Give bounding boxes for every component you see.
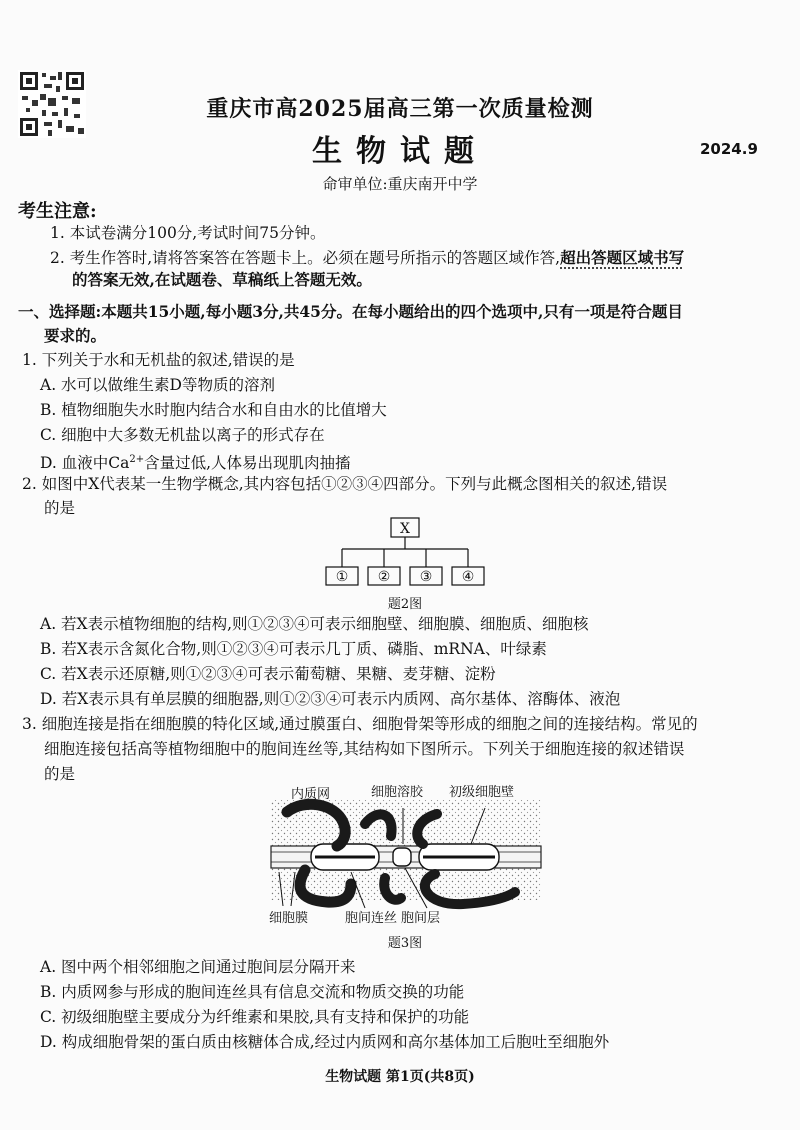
- q1-option-d-superscript: 2+: [129, 454, 145, 465]
- label-cell-membrane: 细胞膜: [269, 911, 309, 926]
- label-plasmodesma: 胞间连丝: [345, 911, 398, 926]
- q2-option-a: A. 若X表示植物细胞的结构,则①②③④可表示细胞壁、细胞膜、细胞质、细胞核: [40, 615, 589, 633]
- label-middle-lamella: 胞间层: [401, 911, 441, 926]
- q1-option-d-text-2: 含量过低,人体易出现肌肉抽搐: [144, 454, 351, 473]
- q1-option-c: C. 细胞中大多数无机盐以离子的形式存在: [40, 426, 325, 444]
- diagram-child-1: ①: [335, 569, 349, 585]
- q2-stem: 2. 如图中X代表某一生物学概念,其内容包括①②③④四部分。下列与此概念图相关的叙述,错误: [22, 475, 668, 493]
- setter-unit: 命审单位:重庆南开中学: [322, 175, 478, 193]
- notice-item-2: [50, 246, 684, 270]
- q2-caption: 题2图: [387, 597, 423, 612]
- q3-option-a: A. 图中两个相邻细胞之间通过胞间层分隔开来: [40, 958, 356, 976]
- q2-option-c: C. 若X表示还原糖,则①②③④可表示葡萄糖、果糖、麦芽糖、淀粉: [40, 665, 496, 683]
- diagram-child-2: ②: [377, 569, 391, 585]
- notice-item-2-text: 2. 考生作答时,请将答案答在答题卡上。必须在题号所指示的答题区域作答,: [50, 249, 561, 267]
- q1-option-d-text: D. 血液中Ca: [40, 454, 130, 473]
- diagram-child-4: ④: [461, 569, 475, 585]
- q2-option-d: D. 若X表示具有单层膜的细胞器,则①②③④可表示内质网、高尔基体、溶酶体、液泡: [40, 690, 621, 708]
- subject-title: 生物试题: [312, 134, 488, 169]
- q1-option-b: B. 植物细胞失水时胞内结合水和自由水的比值增大: [40, 401, 387, 419]
- q3-plasmodesma-figure: [265, 778, 555, 930]
- q3-option-c: C. 初级细胞壁主要成分为纤维素和果胶,具有支持和保护的功能: [40, 1008, 470, 1026]
- diagram-root-label: X: [400, 521, 410, 537]
- q2-option-b: B. 若X表示含氮化合物,则①②③④可表示几丁质、磷脂、mRNA、叶绿素: [40, 640, 547, 658]
- notice-item-2-cont: 的答案无效,在试题卷、草稿纸上答题无效。: [72, 270, 372, 289]
- q1-stem: 1. 下列关于水和无机盐的叙述,错误的是: [22, 351, 295, 369]
- q3-caption: 题3图: [387, 936, 423, 951]
- label-er: 内质网: [291, 787, 331, 802]
- q3-stem-cont-1: 细胞连接包括高等植物细胞中的胞间连丝等,其结构如下图所示。下列关于细胞连接的叙述错误: [44, 740, 685, 758]
- q3-stem-cont-2: 的是: [44, 765, 76, 783]
- exam-date: 2024.9: [700, 140, 758, 158]
- exam-title: 重庆市高2025届高三第一次质量检测: [206, 96, 594, 122]
- q1-option-a: A. 水可以做维生素D等物质的溶剂: [40, 376, 275, 394]
- section1-heading-cont: 要求的。: [44, 326, 107, 345]
- middle-lamella-mark: [393, 848, 411, 866]
- section1-heading: 一、选择题:本题共15小题,每小题3分,共45分。在每小题给出的四个选项中,只有一项是符合题目: [18, 302, 683, 321]
- q3-stem: 3. 细胞连接是指在细胞膜的特化区域,通过膜蛋白、细胞骨架等形成的细胞之间的连接结构。常见的: [22, 715, 698, 733]
- diagram-child-3: ③: [419, 569, 433, 585]
- q3-option-b: B. 内质网参与形成的胞间连丝具有信息交流和物质交换的功能: [40, 983, 465, 1001]
- notice-item-1: 1. 本试卷满分100分,考试时间75分钟。: [50, 224, 326, 242]
- q2-concept-diagram: [320, 515, 490, 590]
- label-primary-wall: 初级细胞壁: [449, 785, 515, 800]
- page-footer: 生物试题 第1页(共8页): [325, 1069, 475, 1085]
- notice-heading: 考生注意:: [18, 201, 97, 222]
- label-cytosol: 细胞溶胶: [371, 785, 424, 800]
- q3-option-d: D. 构成细胞骨架的蛋白质由核糖体合成,经过内质网和高尔基体加工后胞吐至细胞外: [40, 1033, 610, 1051]
- q2-stem-cont: 的是: [44, 499, 76, 517]
- notice-item-2-emphasis: 超出答题区域书写: [560, 248, 685, 267]
